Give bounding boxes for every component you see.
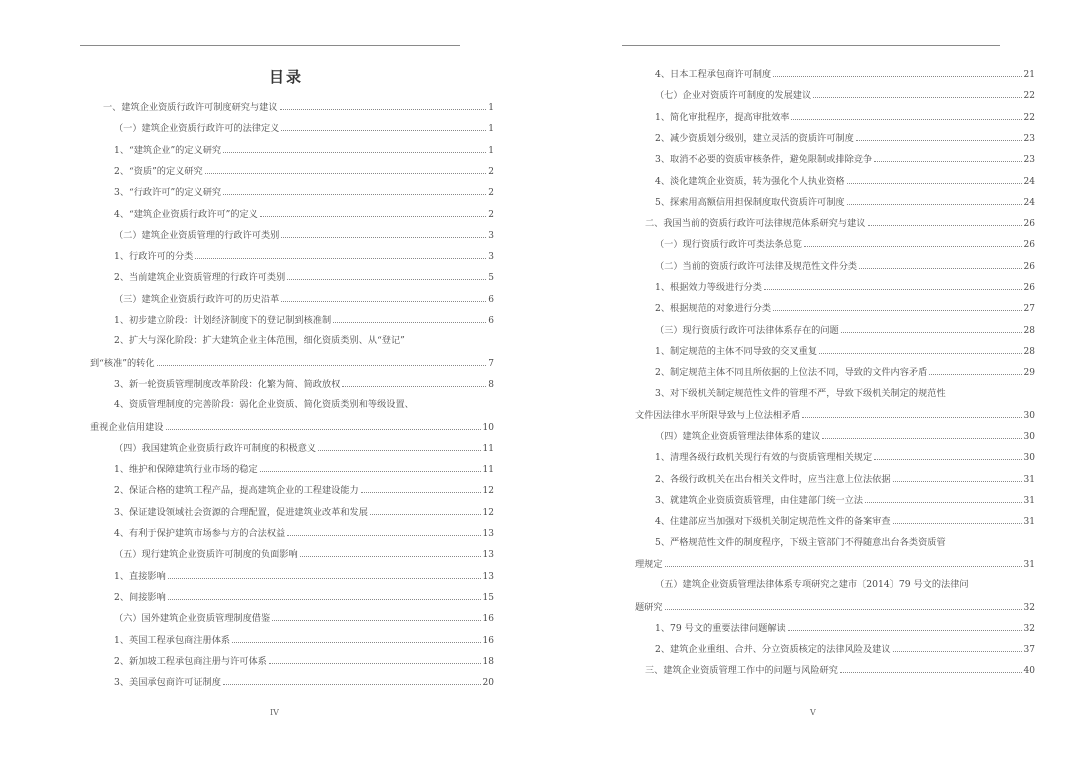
toc-leader-dots bbox=[841, 323, 1022, 333]
toc-entry-page: 18 bbox=[482, 656, 494, 667]
toc-entry-label: （四）我国建筑企业资质行政许可制度的积极意义 bbox=[114, 442, 317, 454]
toc-entry-label: 4、资质管理制度的完善阶段：弱化企业资质、简化资质类别和等级设置、 bbox=[114, 399, 414, 411]
toc-leader-dots bbox=[865, 493, 1022, 503]
toc-entry[interactable] bbox=[114, 185, 494, 199]
toc-entry-label: 3、“行政许可”的定义研究 bbox=[114, 187, 222, 199]
toc-leader-dots bbox=[195, 249, 486, 259]
toc-leader-dots bbox=[287, 270, 486, 280]
toc-entry-page: 30 bbox=[1023, 432, 1035, 443]
toc-leader-dots bbox=[361, 483, 481, 493]
toc-leader-dots bbox=[804, 237, 1022, 247]
toc-entry-label: 到“核准”的转化 bbox=[90, 357, 155, 369]
toc-entry[interactable] bbox=[655, 642, 1035, 656]
toc-entry-label: 1、行政许可的分类 bbox=[114, 251, 194, 263]
toc-leader-dots bbox=[773, 301, 1021, 311]
toc-entry-page: 26 bbox=[1023, 240, 1035, 251]
page-number: V bbox=[810, 708, 816, 717]
toc-entry[interactable] bbox=[114, 121, 494, 135]
toc-leader-dots bbox=[868, 216, 1022, 226]
toc-entry-label: 2、各级行政机关在出台相关文件时，应当注意上位法依据 bbox=[655, 473, 891, 485]
toc-entry-label: 三、建筑企业资质管理工作中的问题与风险研究 bbox=[645, 665, 838, 677]
toc-entry[interactable] bbox=[635, 408, 1035, 422]
toc-entry[interactable] bbox=[655, 429, 1035, 443]
toc-entry-page: 16 bbox=[482, 635, 494, 646]
toc-entry-label: 1、清理各级行政机关现行有效的与资质管理相关规定 bbox=[655, 452, 873, 464]
toc-entry[interactable] bbox=[114, 654, 494, 668]
toc-entry-page: 12 bbox=[482, 486, 494, 497]
toc-entry-page: 27 bbox=[1023, 304, 1035, 315]
toc-leader-dots bbox=[813, 88, 1021, 98]
toc-leader-dots bbox=[764, 280, 1022, 290]
toc-entry-label: 1、直接影响 bbox=[114, 570, 166, 582]
toc-entry-page: 15 bbox=[482, 592, 494, 603]
toc-entry[interactable] bbox=[655, 514, 1035, 528]
toc-entry-page: 3 bbox=[488, 252, 494, 263]
toc-entry-page: 1 bbox=[488, 145, 494, 156]
toc-leader-dots bbox=[802, 408, 1021, 418]
toc-leader-dots bbox=[342, 377, 486, 387]
toc-entry-label: 题研究 bbox=[635, 601, 663, 613]
toc-entry-page: 16 bbox=[482, 614, 494, 625]
toc-entry[interactable] bbox=[655, 280, 1035, 294]
toc-entry-page: 32 bbox=[1023, 602, 1035, 613]
toc-entry-page: 8 bbox=[488, 379, 494, 390]
toc-entry-page: 31 bbox=[1023, 559, 1035, 570]
toc-entry[interactable] bbox=[114, 270, 494, 284]
toc-leader-dots bbox=[773, 67, 1021, 77]
toc-entry[interactable] bbox=[114, 313, 494, 327]
toc-entry-page: 37 bbox=[1023, 645, 1035, 656]
toc-entry-label: 2、建筑企业重组、合并、分立资质核定的法律风险及建议 bbox=[655, 644, 891, 656]
toc-entry-label: 3、保证建设领域社会资源的合理配置，促进建筑业改革和发展 bbox=[114, 506, 368, 518]
toc-leader-dots bbox=[847, 195, 1022, 205]
toc-leader-dots bbox=[822, 429, 1021, 439]
toc-entry-label: 4、住建部应当加强对下级机关制定规范性文件的备案审查 bbox=[655, 516, 891, 528]
toc-entry-page: 2 bbox=[488, 166, 494, 177]
toc-entry[interactable] bbox=[655, 174, 1035, 188]
toc-entry-page: 6 bbox=[488, 316, 494, 326]
toc-entry[interactable] bbox=[655, 493, 1035, 507]
toc-entry-page: 5 bbox=[488, 273, 494, 284]
toc-entry-label: 2、“资质”的定义研究 bbox=[114, 165, 203, 177]
toc-entry-page: 11 bbox=[482, 443, 494, 454]
toc-entry[interactable] bbox=[114, 441, 494, 455]
toc-entry[interactable] bbox=[655, 152, 1035, 166]
toc-entry-label: 2、新加坡工程承包商注册与许可体系 bbox=[114, 655, 267, 667]
toc-page-right bbox=[540, 0, 1080, 759]
toc-leader-dots bbox=[157, 356, 487, 366]
toc-leader-dots bbox=[168, 569, 481, 579]
toc-entry-label: （三）现行资质行政许可法律体系存在的问题 bbox=[655, 324, 839, 336]
toc-leader-dots bbox=[893, 514, 1022, 524]
toc-leader-dots bbox=[665, 600, 1022, 610]
toc-leader-dots bbox=[893, 472, 1022, 482]
toc-leader-dots bbox=[856, 131, 1022, 141]
toc-entry[interactable] bbox=[655, 365, 1035, 379]
toc-entry[interactable] bbox=[90, 356, 494, 370]
toc-leader-dots bbox=[223, 675, 481, 685]
toc-entry[interactable] bbox=[103, 100, 494, 114]
toc-entry-page: 24 bbox=[1023, 176, 1035, 187]
toc-entry[interactable] bbox=[114, 292, 494, 306]
toc-entry-page: 24 bbox=[1023, 197, 1035, 208]
toc-entry-label: （一）建筑企业资质行政许可的法律定义 bbox=[114, 123, 280, 135]
toc-leader-dots bbox=[859, 259, 1021, 269]
toc-entry[interactable] bbox=[655, 323, 1035, 337]
toc-entry-page: 7 bbox=[488, 358, 494, 369]
toc-entry-page: 30 bbox=[1023, 453, 1035, 464]
toc-entry-label: 一、建筑企业资质行政许可制度研究与建议 bbox=[103, 102, 278, 113]
toc-entry[interactable] bbox=[655, 131, 1035, 145]
toc-entry-page: 29 bbox=[1023, 368, 1035, 379]
toc-entry[interactable] bbox=[114, 249, 494, 263]
toc-entry-page: 26 bbox=[1023, 261, 1035, 272]
toc-entry[interactable] bbox=[114, 590, 494, 604]
toc-leader-dots bbox=[318, 441, 480, 451]
toc-entry-label: 5、探索用高额信用担保制度取代资质许可制度 bbox=[655, 196, 845, 208]
toc-entry-label: （二）建筑企业资质管理的行政许可类别 bbox=[114, 229, 280, 241]
toc-entry-label: 1、制定规范的主体不同导致的交叉重复 bbox=[655, 345, 818, 357]
toc-entry[interactable] bbox=[655, 110, 1035, 124]
toc-title: 目录 bbox=[268, 68, 303, 86]
toc-leader-dots bbox=[269, 654, 481, 664]
toc-leader-dots bbox=[665, 557, 1022, 567]
toc-entry[interactable] bbox=[114, 377, 494, 391]
toc-entry-page: 26 bbox=[1023, 219, 1035, 230]
toc-entry-page: 6 bbox=[488, 294, 494, 305]
toc-entry-label: （七）企业对资质许可制度的发展建议 bbox=[655, 90, 812, 102]
toc-leader-dots bbox=[929, 365, 1021, 375]
toc-leader-dots bbox=[223, 143, 486, 153]
toc-entry[interactable] bbox=[114, 462, 494, 476]
toc-entry-label: （六）国外建筑企业资质管理制度借鉴 bbox=[114, 613, 271, 625]
toc-entry-label: （三）建筑企业资质行政许可的历史沿革 bbox=[114, 293, 280, 305]
toc-entry-label: 理规定 bbox=[635, 558, 663, 570]
toc-entry-label: 文件因法律水平所限导致与上位法相矛盾 bbox=[635, 409, 801, 421]
toc-entry[interactable] bbox=[114, 526, 494, 540]
toc-leader-dots bbox=[205, 164, 487, 174]
toc-entry-label: 1、初步建立阶段：计划经济制度下的登记制到核准制 bbox=[114, 315, 332, 326]
toc-entry[interactable] bbox=[114, 547, 494, 561]
toc-leader-dots bbox=[370, 505, 481, 515]
toc-entry-label: 5、严格规范性文件的制度程序，下级主管部门不得随意出台各类资质管 bbox=[655, 536, 946, 548]
toc-entry[interactable] bbox=[90, 420, 494, 434]
toc-entry[interactable] bbox=[114, 569, 494, 583]
header-rule bbox=[80, 45, 460, 46]
toc-entry-page: 1 bbox=[488, 103, 494, 113]
toc-entry[interactable] bbox=[655, 195, 1035, 209]
toc-entry[interactable] bbox=[635, 600, 1035, 614]
toc-entry-label: （一）现行资质行政许可类法条总览 bbox=[655, 239, 802, 251]
toc-leader-dots bbox=[874, 450, 1021, 460]
toc-entry-label: （四）建筑企业资质管理法律体系的建议 bbox=[655, 431, 821, 443]
toc-entry-page: 40 bbox=[1023, 666, 1035, 677]
toc-entry-page: 30 bbox=[1023, 410, 1035, 421]
toc-entry-page: 11 bbox=[482, 465, 494, 476]
toc-leader-dots bbox=[788, 621, 1022, 631]
toc-entry-page: 2 bbox=[488, 209, 494, 220]
toc-entry-page: 22 bbox=[1023, 112, 1035, 123]
toc-leader-dots bbox=[281, 121, 486, 131]
toc-entry[interactable] bbox=[114, 633, 494, 647]
toc-entry-label: 1、维护和保障建筑行业市场的稳定 bbox=[114, 464, 258, 476]
toc-leader-dots bbox=[287, 526, 480, 536]
toc-entry-label: 2、保证合格的建筑工程产品，提高建筑企业的工程建设能力 bbox=[114, 485, 359, 497]
toc-entry-label: 3、美国承包商许可证制度 bbox=[114, 677, 221, 689]
toc-entry-label: 1、根据效力等级进行分类 bbox=[655, 282, 762, 293]
toc-entry-label: 二、我国当前的资质行政许可法律规范体系研究与建议 bbox=[645, 218, 866, 230]
toc-entry-label: 2、当前建筑企业资质管理的行政许可类别 bbox=[114, 272, 286, 284]
toc-entry[interactable] bbox=[655, 536, 1035, 550]
toc-leader-dots bbox=[280, 100, 487, 110]
toc-entry-label: 2、减少资质划分级别，建立灵活的资质许可制度 bbox=[655, 132, 854, 144]
toc-entry-label: 4、淡化建筑企业资质，转为强化个人执业资格 bbox=[655, 175, 845, 187]
page-number: IV bbox=[270, 708, 279, 717]
toc-leader-dots bbox=[791, 110, 1021, 120]
toc-entry-label: （二）当前的资质行政许可法律及规范性文件分类 bbox=[655, 260, 858, 272]
toc-leader-dots bbox=[819, 344, 1022, 354]
toc-entry-label: （五）建筑企业资质管理法律体系专项研究之建市〔2014〕79 号文的法律问 bbox=[655, 579, 969, 591]
toc-leader-dots bbox=[893, 642, 1022, 652]
toc-entry-label: 重视企业信用建设 bbox=[90, 421, 164, 433]
toc-entry[interactable] bbox=[635, 557, 1035, 571]
toc-entry[interactable] bbox=[114, 164, 494, 178]
toc-leader-dots bbox=[281, 292, 486, 302]
toc-entry-page: 13 bbox=[482, 571, 494, 582]
toc-entry[interactable] bbox=[114, 675, 494, 689]
toc-entry-label: 2、扩大与深化阶段：扩大建筑企业主体范围，细化资质类别、从“登记” bbox=[114, 335, 405, 347]
toc-entry-page: 31 bbox=[1023, 474, 1035, 485]
toc-entry[interactable] bbox=[655, 472, 1035, 486]
toc-entry[interactable] bbox=[114, 228, 494, 242]
toc-entry[interactable] bbox=[114, 143, 494, 157]
toc-leader-dots bbox=[333, 313, 486, 323]
toc-entry-label: 3、对下级机关制定规范性文件的管理不严，导致下级机关制定的规范性 bbox=[655, 387, 946, 399]
header-rule bbox=[622, 45, 1000, 46]
toc-entry[interactable] bbox=[655, 259, 1035, 273]
toc-entry-page: 21 bbox=[1023, 70, 1035, 80]
toc-entry-label: 1、“建筑企业”的定义研究 bbox=[114, 144, 222, 156]
toc-entry-label: 3、取消不必要的资质审核条件，避免限制或排除竞争 bbox=[655, 154, 873, 166]
toc-entry[interactable] bbox=[114, 505, 494, 519]
toc-entry-page: 12 bbox=[482, 507, 494, 518]
toc-entry[interactable] bbox=[655, 387, 1035, 401]
toc-leader-dots bbox=[232, 633, 480, 643]
toc-entry-page: 3 bbox=[488, 230, 494, 241]
toc-leader-dots bbox=[168, 590, 481, 600]
toc-entry-page: 31 bbox=[1023, 496, 1035, 506]
toc-entry-label: 3、新一轮资质管理制度改革阶段：化繁为简、简政放权 bbox=[114, 378, 341, 390]
toc-leader-dots bbox=[272, 611, 480, 621]
toc-entry-label: 4、有利于保护建筑市场参与方的合法权益 bbox=[114, 528, 286, 539]
toc-leader-dots bbox=[260, 462, 481, 472]
toc-entry[interactable] bbox=[114, 207, 494, 221]
toc-entry-page: 13 bbox=[482, 529, 494, 539]
toc-entry-page: 2 bbox=[488, 188, 494, 199]
toc-entry-label: （五）现行建筑企业资质许可制度的负面影响 bbox=[114, 549, 298, 561]
toc-entry[interactable] bbox=[645, 216, 1035, 230]
toc-entry-page: 13 bbox=[482, 550, 494, 561]
toc-entry-page: 32 bbox=[1023, 623, 1035, 634]
toc-entry-label: 1、79 号文的重要法律问题解读 bbox=[655, 622, 786, 634]
toc-entry-label: 2、根据规范的对象进行分类 bbox=[655, 303, 772, 315]
toc-entry[interactable] bbox=[114, 398, 494, 412]
toc-entry[interactable] bbox=[655, 578, 1035, 592]
toc-leader-dots bbox=[840, 663, 1022, 673]
toc-entry[interactable] bbox=[655, 450, 1035, 464]
toc-leader-dots bbox=[874, 152, 1021, 162]
toc-entry-page: 31 bbox=[1023, 517, 1035, 528]
toc-entry-label: 3、就建筑企业资质资质管理，由住建部门统一立法 bbox=[655, 495, 863, 506]
toc-leader-dots bbox=[847, 174, 1022, 184]
toc-entry[interactable] bbox=[114, 483, 494, 497]
toc-entry-label: 4、日本工程承包商许可制度 bbox=[655, 69, 772, 80]
toc-entry-page: 10 bbox=[482, 422, 494, 433]
toc-entry-label: 2、间接影响 bbox=[114, 591, 166, 603]
toc-entry-page: 1 bbox=[488, 124, 494, 135]
toc-leader-dots bbox=[223, 185, 486, 195]
toc-entry-page: 23 bbox=[1023, 155, 1035, 166]
toc-entry-page: 28 bbox=[1023, 346, 1035, 357]
toc-entry[interactable] bbox=[655, 88, 1035, 102]
toc-entry[interactable] bbox=[655, 67, 1035, 81]
toc-entry-label: 1、简化审批程序，提高审批效率 bbox=[655, 111, 790, 123]
toc-leader-dots bbox=[281, 228, 486, 238]
toc-entry-page: 20 bbox=[482, 678, 494, 689]
toc-entry[interactable] bbox=[655, 621, 1035, 635]
toc-leader-dots bbox=[166, 420, 481, 430]
toc-entry-label: 2、制定规范主体不同且所依据的上位法不同，导致的文件内容矛盾 bbox=[655, 367, 928, 379]
toc-entry-label: 4、“建筑企业资质行政许可”的定义 bbox=[114, 208, 258, 220]
toc-entry-page: 22 bbox=[1023, 91, 1035, 102]
toc-entry-page: 23 bbox=[1023, 133, 1035, 144]
toc-entry[interactable] bbox=[655, 301, 1035, 315]
toc-entry-label: 1、英国工程承包商注册体系 bbox=[114, 634, 231, 646]
toc-entry[interactable] bbox=[645, 663, 1035, 677]
toc-entry[interactable] bbox=[655, 237, 1035, 251]
toc-entry-page: 26 bbox=[1023, 283, 1035, 293]
toc-entry-page: 28 bbox=[1023, 325, 1035, 336]
toc-leader-dots bbox=[300, 547, 481, 557]
toc-entry[interactable] bbox=[114, 334, 494, 348]
toc-leader-dots bbox=[260, 207, 486, 217]
toc-entry[interactable] bbox=[655, 344, 1035, 358]
toc-entry[interactable] bbox=[114, 611, 494, 625]
